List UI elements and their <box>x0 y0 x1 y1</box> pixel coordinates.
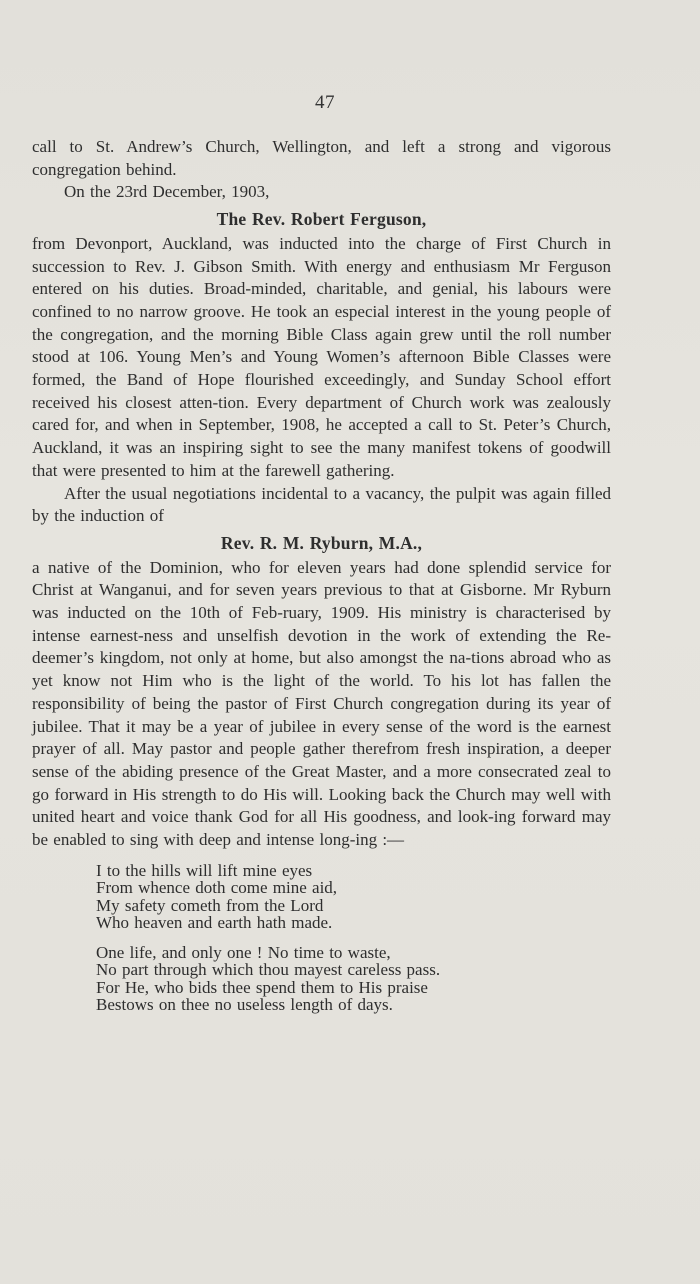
heading-ryburn: Rev. R. M. Ryburn, M.A., <box>220 532 423 553</box>
verse-line: One life, and only one ! No time to waste, <box>96 942 391 962</box>
stanza-1 <box>96 862 611 932</box>
verse-line: No part through which thou mayest careless pass. <box>96 960 441 980</box>
verse-line: From whence doth come mine aid, <box>96 878 338 898</box>
verse-line: Who heaven and earth hath made. <box>96 913 333 933</box>
verse-line: Bestows on thee no useless length of days. <box>96 995 393 1015</box>
verse-line: My safety cometh from the Lord <box>96 895 324 915</box>
verse-line: I to the hills will lift mine eyes <box>96 860 313 880</box>
paragraph-continuation: call to St. Andrew’s Church, Wellington, and left a strong and vigorous congregation behind. <box>32 137 611 179</box>
hymn-verse <box>96 862 611 1014</box>
body-text <box>32 136 611 1026</box>
paragraph-date: On the 23rd December, 1903, <box>64 182 270 202</box>
paragraph-ferguson: from Devonport, Auckland, was inducted into the charge of First Church in succession to Rev. J. Gibson Smith. With energy and enthusiasm Mr Ferguson entered on his duties. Broad-minded, charitable, and genial, his labours were confined to no narrow groove. He took an especial interest in the young people of the congregation, and the morning Bible Class again grew until the roll number stood at 106. Young Men’s and Young Women’s afternoon Bible Classes were formed, the Band of Hope flourished exceedingly, and Sunday School effort received his closest atten-tion. Every department of Church work was zealously cared for, and when in September, 1908, he accepted a call to St. Peter’s Church, Auckland, it was an inspiring sight to see the many manifest tokens of goodwill that were presented to him at the farewell gathering. <box>32 233 611 480</box>
heading-ferguson: The Rev. Robert Ferguson, <box>216 209 427 230</box>
paragraph-vacancy: After the usual negotiations incidental to a vacancy, the pulpit was again filled by the induction of <box>32 483 611 526</box>
stanza-2 <box>96 944 611 1014</box>
page-number: 47 <box>315 92 335 113</box>
verse-line: For He, who bids thee spend them to His praise <box>96 977 428 997</box>
paragraph-ryburn: a native of the Dominion, who for eleven years had done splendid service for Christ at Wanganui, and for seven years previous to that at Gisborne. Mr Ryburn was inducted on the 10th of Feb-ruary, 1909. His ministry is characterised by intense earnest-ness and unselfish devotion in the work of extending the Re-deemer’s kingdom, not only at home, but also amongst the na-tions abroad who as yet know not Him who is the light of the world. To his lot has fallen the responsibility of being the pastor of First Church congregation during its year of jubilee. That it may be a year of jubilee in every sense of the word is the earnest prayer of all. May pastor and people gather therefrom fresh inspiration, a deeper sense of the abiding presence of the Great Master, and a more consecrated zeal to go forward in His strength to do His will. Looking back the Church may well with united heart and voice thank God for all His goodness, and look-ing forward may be enabled to sing with deep and intense long-ing :— <box>32 557 611 850</box>
